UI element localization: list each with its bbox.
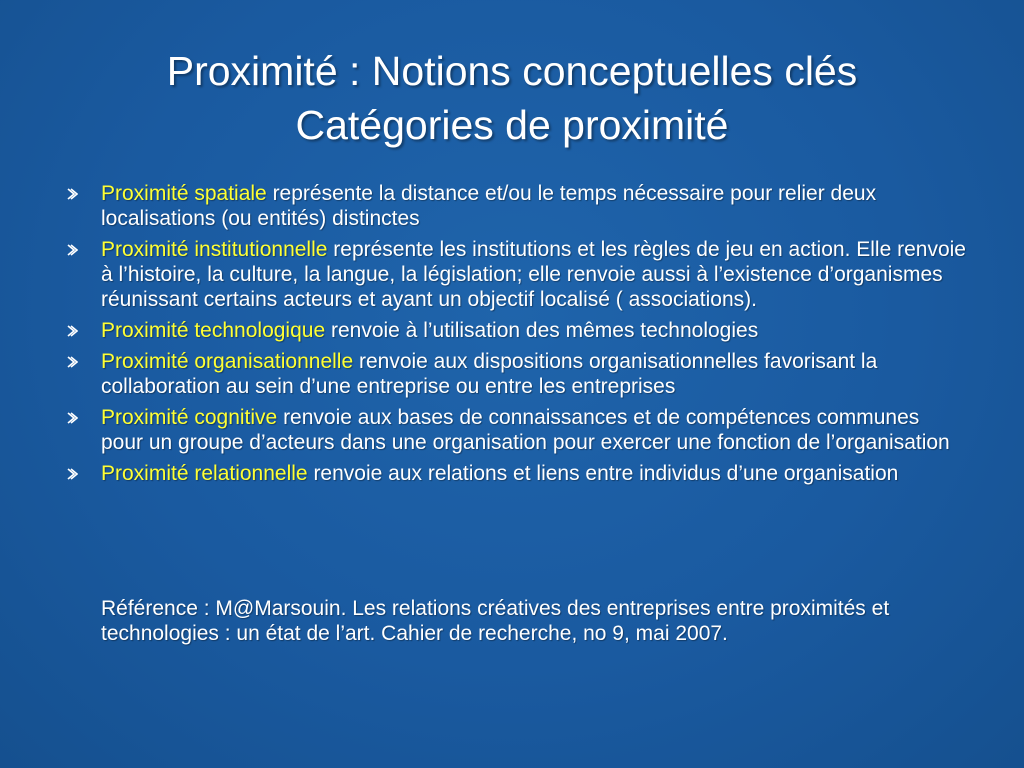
bullet-item-organisationnelle <box>66 349 966 399</box>
title-line-2: Catégories de proximité <box>295 102 729 148</box>
bullet-text: représente les institutions et les règles de jeu en action. Elle renvoie à l’histoire, la culture, la langue, la législation; elle renvoie aussi à l’existence d’organismes réunissant certains acteurs et ayant un objectif localisé ( associations). <box>101 238 966 311</box>
bullet-text: renvoie à l’utilisation des mêmes technologies <box>325 319 759 342</box>
bullet-term: Proximité relationnelle <box>101 462 308 485</box>
reference-text: Référence : M@Marsouin. Les relations créatives des entreprises entre proximités et technologies : un état de l’art. Cahier de recherche, no 9, mai 2007. <box>101 597 890 645</box>
bullet-item-institutionnelle <box>66 237 966 312</box>
bullet-list <box>66 181 966 492</box>
bullet-term: Proximité institutionnelle <box>101 238 328 261</box>
bullet-text: renvoie aux bases de connaissances et de compétences communes pour un groupe d’acteurs dans une organisation pour exercer une fonction de l’organisation <box>101 406 950 454</box>
bullet-term: Proximité cognitive <box>101 406 278 429</box>
arrow-right-icon <box>66 412 78 424</box>
bullet-term: Proximité spatiale <box>101 182 267 205</box>
title-line-1: Proximité : Notions conceptuelles clés <box>166 48 858 94</box>
arrow-right-icon <box>66 356 78 368</box>
bullet-item-technologique <box>66 318 966 343</box>
bullet-text: renvoie aux relations et liens entre individus d’une organisation <box>307 462 899 485</box>
arrow-right-icon <box>66 325 78 337</box>
reference-note <box>101 596 981 646</box>
slide-title <box>40 44 984 152</box>
bullet-term: Proximité organisationnelle <box>101 350 354 373</box>
bullet-item-relationnelle <box>66 461 966 486</box>
arrow-right-icon <box>66 468 78 480</box>
bullet-text: renvoie aux dispositions organisationnelles favorisant la collaboration au sein d’une entreprise ou entre les entreprises <box>101 350 878 398</box>
bullet-item-cognitive <box>66 405 966 455</box>
arrow-right-icon <box>66 188 78 200</box>
bullet-term: Proximité technologique <box>101 319 326 342</box>
bullet-text: représente la distance et/ou le temps nécessaire pour relier deux localisations (ou entités) distinctes <box>101 182 877 230</box>
arrow-right-icon <box>66 244 78 256</box>
bullet-item-spatiale <box>66 181 966 231</box>
